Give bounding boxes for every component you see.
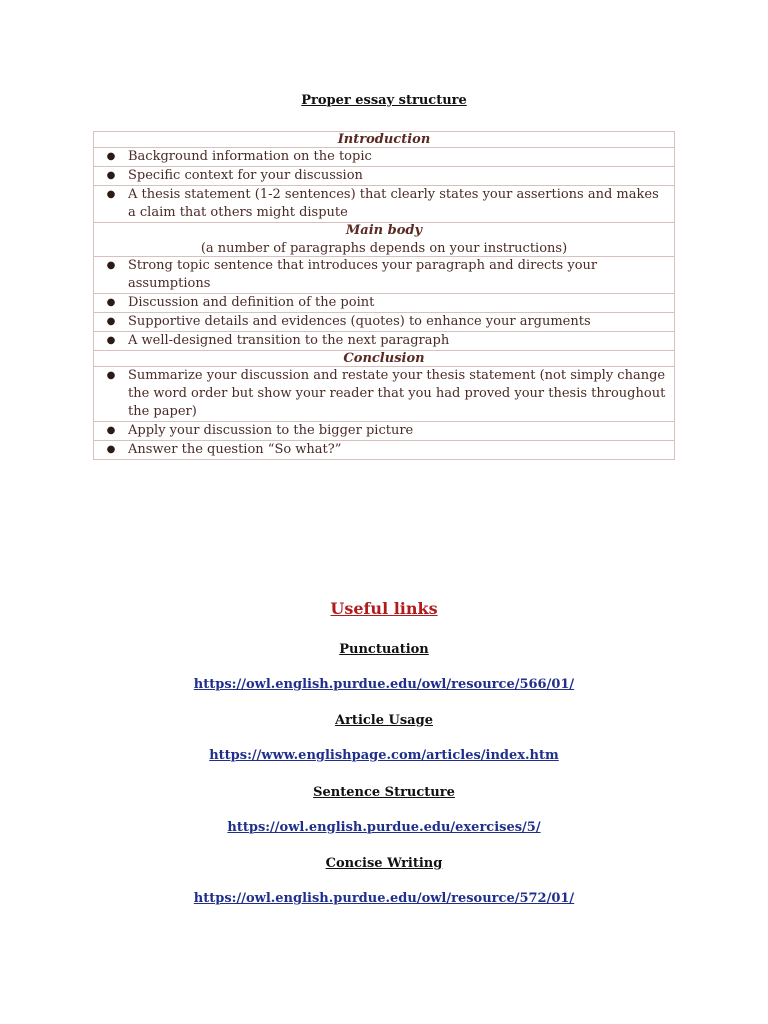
punctuation-link[interactable]: https://owl.english.purdue.edu/owl/resource/566/01/ xyxy=(193,677,575,692)
essay-structure-table xyxy=(93,131,675,460)
table-row xyxy=(94,441,675,460)
bullet-icon: ● xyxy=(106,316,116,327)
bullet-icon: ● xyxy=(106,370,116,381)
row-text: Strong topic sentence that introduces your paragraph and directs your assumptions xyxy=(128,258,598,291)
link-section-article-usage xyxy=(0,713,768,763)
table-row xyxy=(94,294,675,313)
table-row xyxy=(94,332,675,351)
row-text: Specific context for your discussion xyxy=(128,168,363,183)
table-row xyxy=(94,367,675,422)
row-text: A well-designed transition to the next paragraph xyxy=(128,333,450,348)
bullet-icon: ● xyxy=(106,425,116,436)
row-text: A thesis statement (1-2 sentences) that clearly states your assertions and makes a claim that others might dispute xyxy=(128,187,659,220)
bullet-icon: ● xyxy=(106,189,116,200)
article-usage-link[interactable]: https://www.englishpage.com/articles/index.htm xyxy=(209,748,559,763)
link-section-sentence-structure xyxy=(0,785,768,835)
section-header-conclusion xyxy=(94,351,675,367)
table-row xyxy=(94,148,675,167)
concise-writing-link[interactable]: https://owl.english.purdue.edu/owl/resource/572/01/ xyxy=(193,891,575,906)
table-row xyxy=(94,167,675,186)
row-text: Apply your discussion to the bigger picture xyxy=(128,423,414,438)
main-body-heading: Main body xyxy=(345,223,423,238)
table-row xyxy=(94,313,675,332)
row-text: Answer the question “So what?” xyxy=(128,442,342,457)
useful-links-heading: Useful links xyxy=(330,599,438,618)
link-section-title: Sentence Structure xyxy=(313,785,455,800)
row-text: Background information on the topic xyxy=(128,149,372,164)
table-row xyxy=(94,422,675,441)
bullet-icon: ● xyxy=(106,444,116,455)
bullet-icon: ● xyxy=(106,151,116,162)
table-row xyxy=(94,257,675,294)
link-section-concise-writing xyxy=(0,856,768,906)
table-row xyxy=(94,186,675,223)
link-section-title: Concise Writing xyxy=(325,856,443,871)
section-header-introduction xyxy=(94,132,675,148)
row-text: Supportive details and evidences (quotes) to enhance your arguments xyxy=(128,314,591,329)
sentence-structure-link[interactable]: https://owl.english.purdue.edu/exercises/5/ xyxy=(227,820,541,835)
bullet-icon: ● xyxy=(106,297,116,308)
introduction-heading: Introduction xyxy=(337,132,431,147)
bullet-icon: ● xyxy=(106,335,116,346)
main-body-subheading: (a number of paragraphs depends on your instructions) xyxy=(200,241,568,256)
link-section-punctuation xyxy=(0,642,768,692)
link-section-title: Article Usage xyxy=(335,713,433,728)
page-title: Proper essay structure xyxy=(301,93,467,108)
bullet-icon: ● xyxy=(106,170,116,181)
row-text: Summarize your discussion and restate your thesis statement (not simply change the word order but show your reader that you had proved your thesis throughout the paper) xyxy=(128,368,666,419)
section-header-main-body xyxy=(94,223,675,257)
row-text: Discussion and definition of the point xyxy=(128,295,375,310)
bullet-icon: ● xyxy=(106,260,116,271)
conclusion-heading: Conclusion xyxy=(343,351,425,366)
link-section-title: Punctuation xyxy=(339,642,429,657)
